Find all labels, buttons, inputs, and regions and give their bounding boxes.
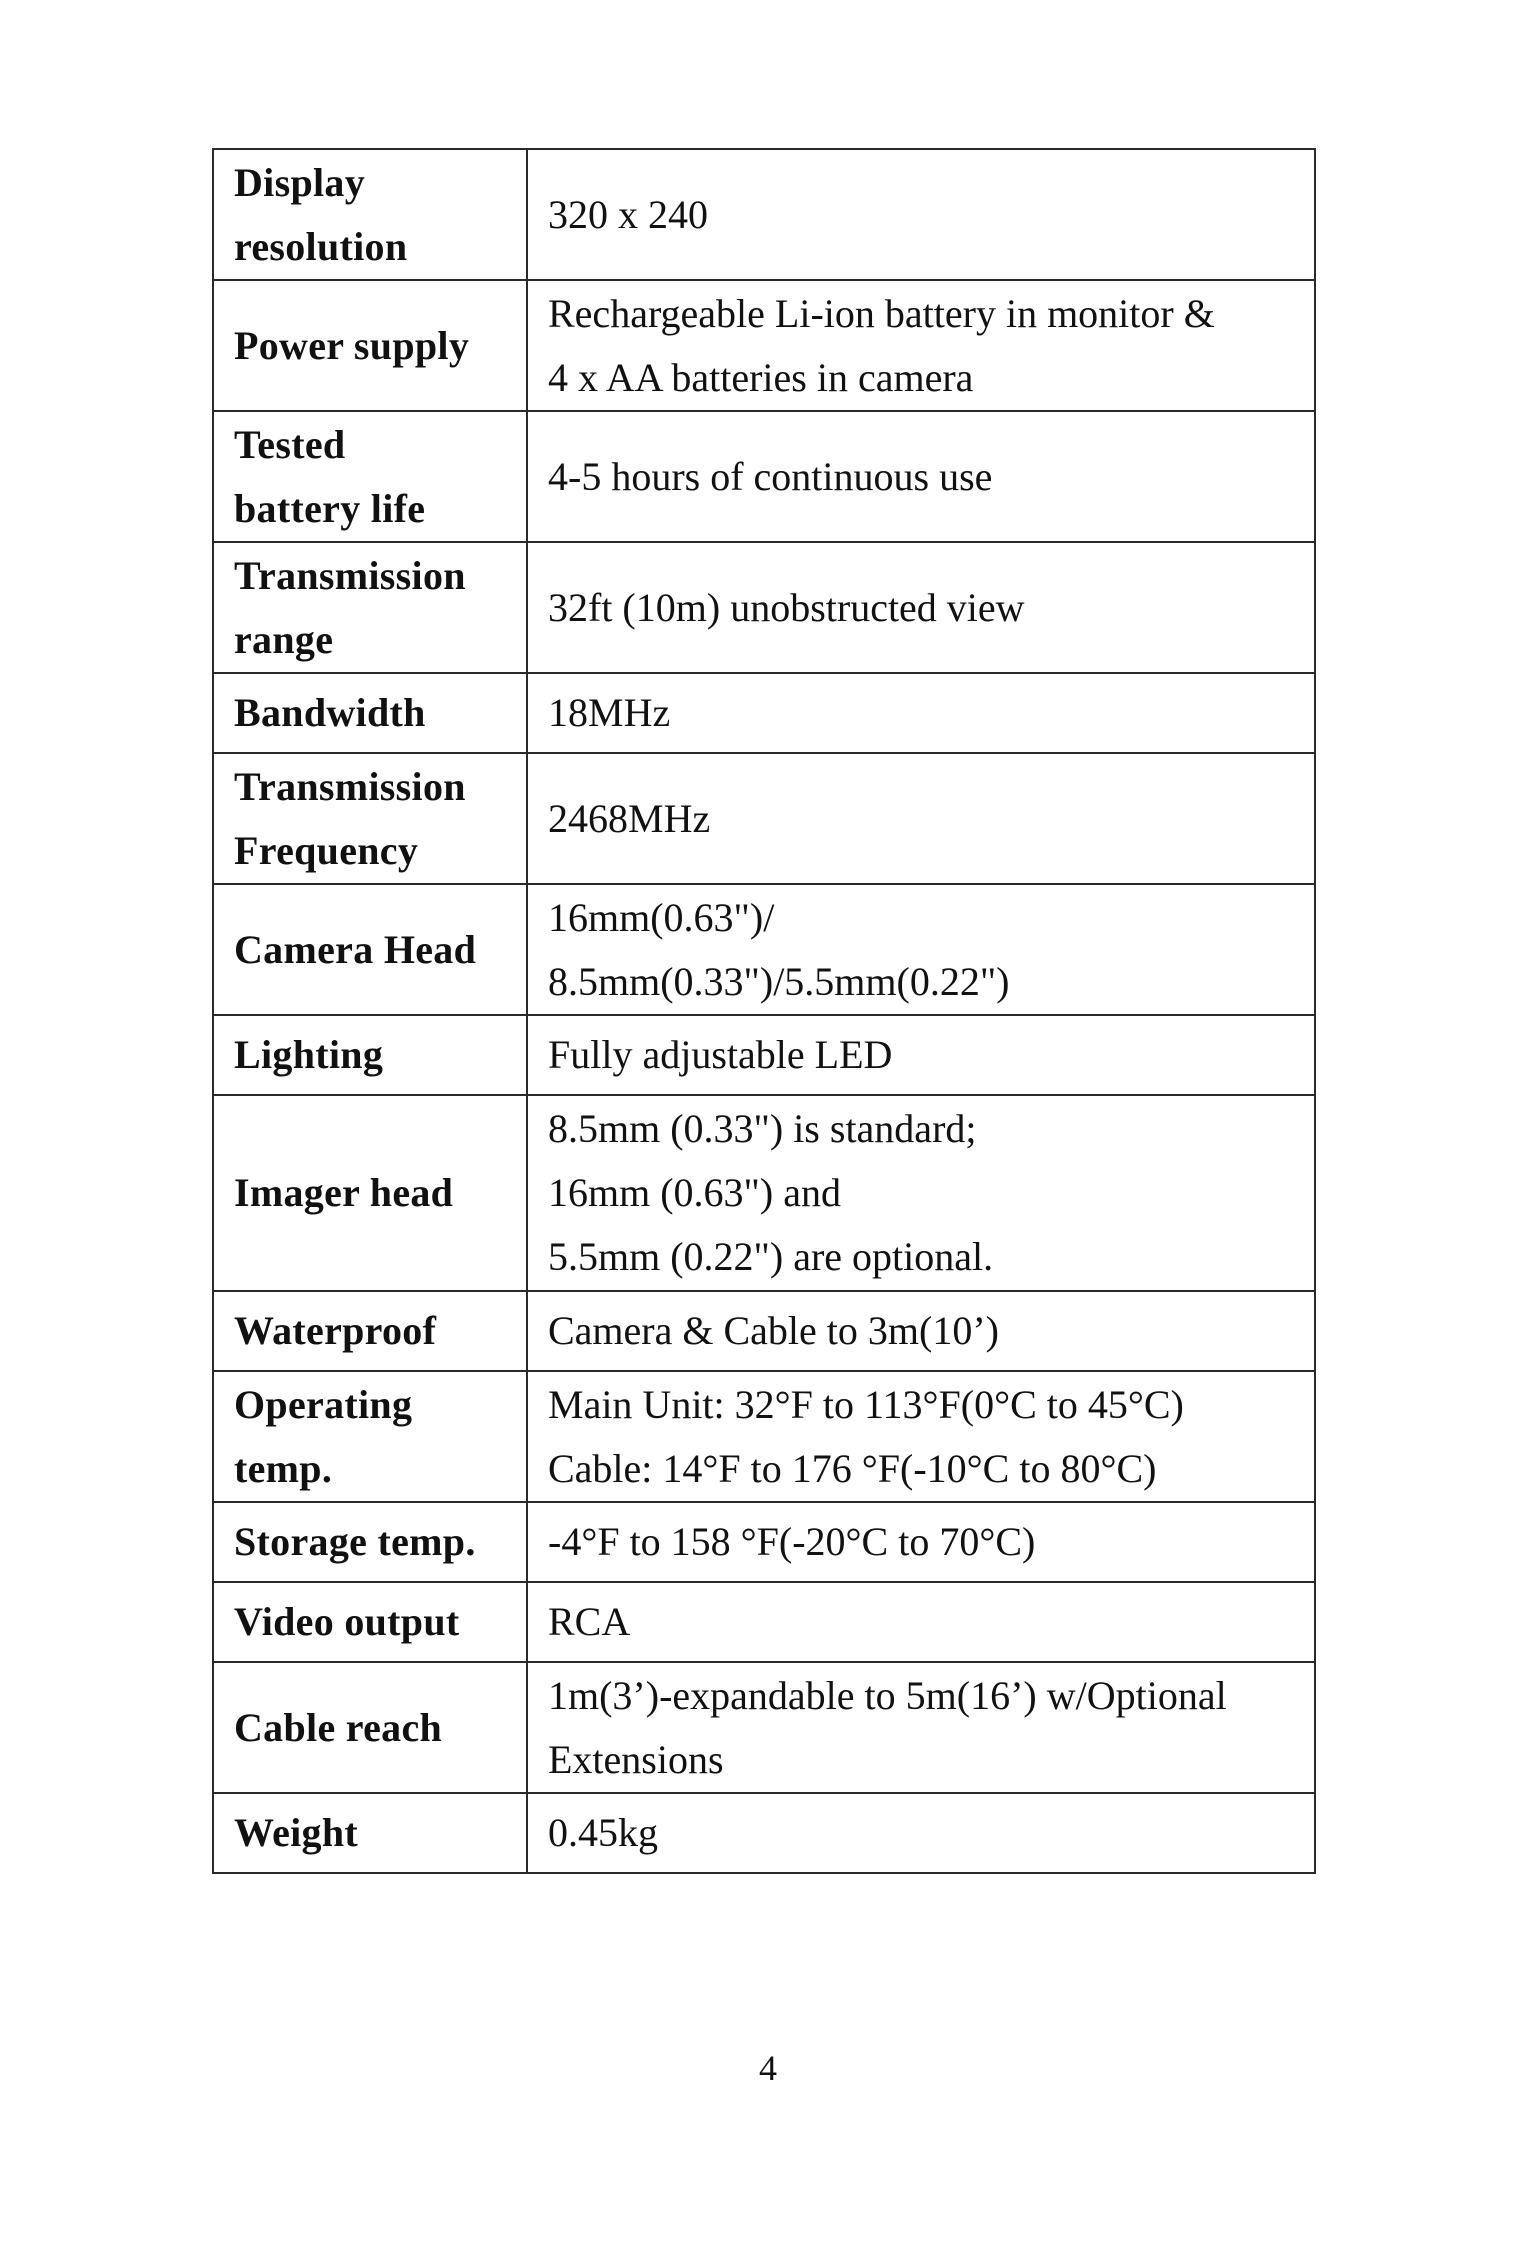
spec-label: Video output [213,1582,527,1662]
table-row [213,673,1315,753]
spec-label: Bandwidth [213,673,527,753]
spec-label: Camera Head [213,884,527,1015]
spec-value: 18MHz [527,673,1315,753]
spec-table [212,148,1316,1874]
spec-label: Waterproof [213,1291,527,1371]
spec-label: Storage temp. [213,1502,527,1582]
table-row [213,884,1315,1015]
spec-label: Imager head [213,1095,527,1291]
table-row [213,1582,1315,1662]
table-row [213,149,1315,280]
spec-value: 0.45kg [527,1793,1315,1873]
table-row [213,1502,1315,1582]
spec-value: 8.5mm (0.33") is standard; 16mm (0.63") and 5.5mm (0.22") are optional. [527,1095,1315,1291]
spec-label: Power supply [213,280,527,411]
spec-value: RCA [527,1582,1315,1662]
spec-value: -4°F to 158 °F(-20°C to 70°C) [527,1502,1315,1582]
table-row [213,1015,1315,1095]
spec-value: Rechargeable Li-ion battery in monitor & 4 x AA batteries in camera [527,280,1315,411]
table-row [213,1291,1315,1371]
spec-label: Operating temp. [213,1371,527,1502]
spec-value: Main Unit: 32°F to 113°F(0°C to 45°C) Cable: 14°F to 176 °F(-10°C to 80°C) [527,1371,1315,1502]
page-number: 4 [759,2048,777,2088]
spec-value: 1m(3’)-expandable to 5m(16’) w/Optional Extensions [527,1662,1315,1793]
table-row [213,1793,1315,1873]
spec-value: 320 x 240 [527,149,1315,280]
table-row [213,1371,1315,1502]
spec-label: Transmission range [213,542,527,673]
table-row [213,1662,1315,1793]
table-row [213,542,1315,673]
spec-value: 16mm(0.63")/ 8.5mm(0.33")/5.5mm(0.22") [527,884,1315,1015]
spec-label: Display resolution [213,149,527,280]
spec-value: Fully adjustable LED [527,1015,1315,1095]
spec-value: 4-5 hours of continuous use [527,411,1315,542]
table-row [213,411,1315,542]
spec-label: Transmission Frequency [213,753,527,884]
spec-label: Weight [213,1793,527,1873]
spec-value: 32ft (10m) unobstructed view [527,542,1315,673]
spec-label: Tested battery life [213,411,527,542]
spec-label: Cable reach [213,1662,527,1793]
spec-value: Camera & Cable to 3m(10’) [527,1291,1315,1371]
table-row [213,1095,1315,1291]
spec-value: 2468MHz [527,753,1315,884]
table-row [213,753,1315,884]
spec-label: Lighting [213,1015,527,1095]
table-row [213,280,1315,411]
